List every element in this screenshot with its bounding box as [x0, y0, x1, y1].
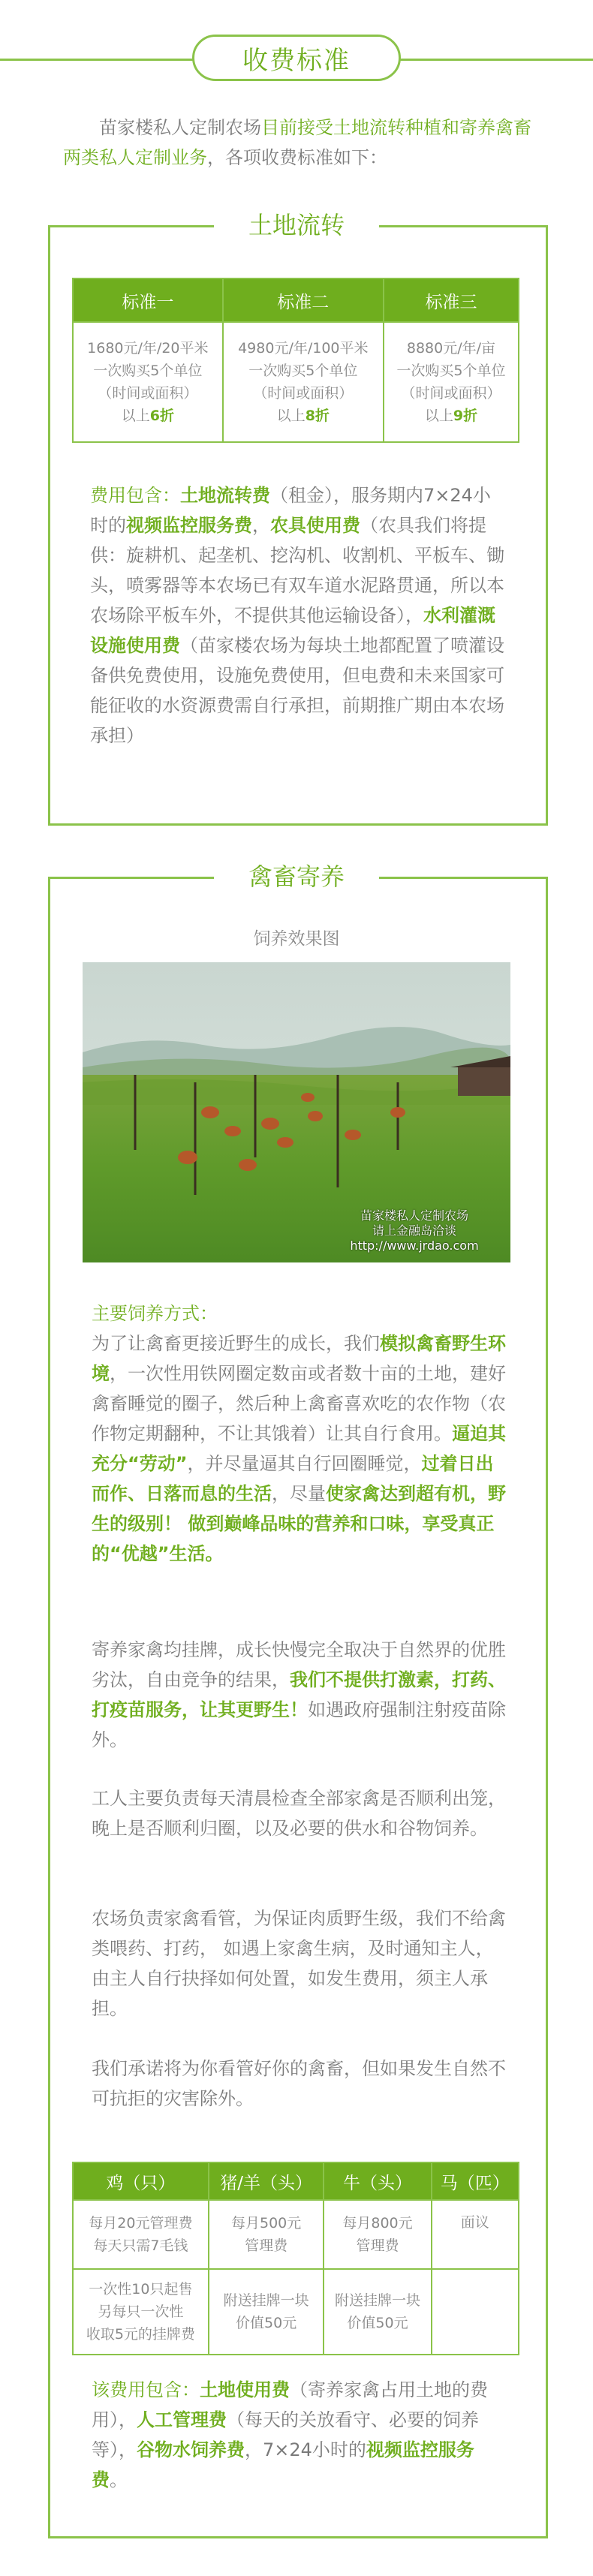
land-fee-irrigation: 水利灌溉设施使用费: [90, 605, 495, 656]
promise-paragraph: [92, 2054, 509, 2114]
livestock-fees-paragraph: [92, 2375, 509, 2495]
method-text-3: ，并尽量逼其自行回圈睡觉，: [187, 1453, 422, 1474]
cattle-tag-cell: [324, 2269, 431, 2355]
horse-fee-line-1: 面议: [460, 2214, 489, 2231]
watermark-line-3: http://www.jrdao.com: [350, 1238, 479, 1253]
land-header-3: 标准三: [384, 278, 519, 322]
land-header-2: 标准二: [223, 278, 384, 322]
workers-text: 工人主要负责每天清晨检查全部家禽是否顺利出笼，晚上是否顺利归圈，以及必要的供水和谷物饲养。: [92, 1788, 506, 1839]
intro-text-2: ，各项收费标准如下：: [207, 147, 387, 168]
watermark-line-1: 苗家楼私人定制农场: [360, 1208, 468, 1223]
pig-sheep-fee-line-2: 管理费: [245, 2237, 288, 2254]
land-cell-3-line3: （时间或面积）: [401, 385, 501, 402]
land-cell-3-line2: 一次购买5个单位: [396, 363, 506, 379]
pig-sheep-tag-line-1: 附送挂牌一块: [223, 2292, 309, 2309]
livestock-fee-feed: 谷物水饲养费: [137, 2439, 245, 2460]
method-text-4: ，尽量: [272, 1483, 326, 1504]
land-fees-label: 费用包含：: [90, 485, 180, 506]
land-fees-paragraph: [90, 480, 507, 751]
land-cell-2-line3: （时间或面积）: [253, 385, 354, 402]
livestock-fee-video: 视频监控服务费: [92, 2439, 474, 2490]
land-fees-comma: ，: [252, 515, 270, 536]
livestock-header-chicken: 鸡（只）: [73, 2162, 209, 2200]
chicken-fee-line-2: 每天只需7毛钱: [93, 2237, 188, 2254]
livestock-fees-label: 该费用包含：: [92, 2379, 200, 2400]
cattle-fee-line-1: 每月800元: [342, 2215, 413, 2231]
livestock-fees-text-2: （每天的关放看守、必要的饲养等），: [92, 2409, 479, 2460]
care-paragraph: [92, 1903, 509, 2024]
land-cell-2-above: 以上: [276, 408, 306, 424]
tagging-text-2: 如遇政府强制注射疫苗除外。: [92, 1699, 506, 1750]
livestock-header-pig-sheep: 猪/羊（头）: [209, 2162, 324, 2200]
workers-paragraph: [92, 1783, 509, 1843]
livestock-section-title: [214, 854, 379, 899]
land-fee-rent: 土地流转费: [180, 485, 270, 506]
tagging-highlight: 我们不提供打激素，打药、打疫苗服务，让其更野生！: [92, 1669, 506, 1720]
land-section-title: [214, 203, 379, 248]
intro-highlight: 目前接受土地流转种植和寄养禽畜两类私人定制业务: [63, 117, 531, 168]
horse-tag-cell: [432, 2269, 519, 2355]
photo-watermark: [332, 1208, 497, 1253]
land-price-3: 8880元/年/亩: [406, 340, 496, 357]
land-fee-video: 视频监控服务费: [126, 515, 252, 536]
land-discount-2: 8折: [305, 408, 330, 424]
method-text-1: 为了让禽畜更接近野生的成长，我们: [92, 1333, 380, 1354]
farm-photo: [83, 962, 510, 1262]
tagging-paragraph: [92, 1635, 509, 1755]
header-line-right: [399, 59, 593, 61]
land-fees-text-1: （租金），服务期内7×24小时的: [90, 485, 491, 536]
cattle-tag-line-2: 价值50元: [347, 2315, 408, 2331]
land-cell-1-above: 以上: [121, 408, 150, 424]
method-highlight-1: 模拟禽畜野生环境: [92, 1333, 506, 1384]
land-fees-text-3: （苗家楼农场为每块土地都配置了喷灌设备供免费使用，设施免费使用，但电费和未来国家可能征收的水资源费需自行承担，前期推广期由本农场承担）: [90, 635, 504, 746]
livestock-price-table: [72, 2162, 519, 2355]
chicken-tag-line-1: 一次性10只起售: [89, 2281, 193, 2298]
feeding-method-title: 主要饲养方式：: [92, 1303, 218, 1324]
land-price-1: 1680元/年/20平米: [87, 340, 209, 357]
pig-sheep-tag-cell: [209, 2269, 324, 2355]
land-discount-3: 9折: [453, 408, 478, 424]
land-price-2: 4980元/年/100平米: [238, 340, 369, 357]
watermark-line-2: 请上金融岛洽谈: [372, 1223, 456, 1238]
chicken-fee-line-1: 每月20元管理费: [89, 2215, 193, 2231]
page-title: [192, 35, 401, 81]
livestock-fees-period: 。: [110, 2469, 128, 2490]
livestock-header-horse: 马（匹）: [432, 2162, 519, 2200]
method-highlight-2: 逼迫其充分“劳动”: [92, 1423, 506, 1474]
promise-text: 我们承诺将为你看管好你的禽畜，但如果发生自然不可抗拒的灾害除外。: [92, 2058, 506, 2109]
method-text-2: ，一次性用铁网圈定数亩或者数十亩的土地，建好禽畜睡觉的圈子，然后种上禽畜喜欢吃的农作物（农作物定期翻种，不让其饿着）让其自行食用。: [92, 1363, 506, 1444]
livestock-fees-text-1: （寄养家禽占用土地的费用），: [92, 2379, 488, 2430]
feeding-method-paragraph: [92, 1299, 509, 1569]
pig-sheep-fee-line-1: 每月500元: [230, 2215, 302, 2231]
land-cell-2: [223, 322, 384, 442]
photo-caption: 饲养效果图: [253, 929, 340, 949]
livestock-fees-text-3: ，7×24小时的: [245, 2439, 366, 2460]
cattle-tag-line-1: 附送挂牌一块: [335, 2292, 421, 2309]
land-cell-3-above: 以上: [424, 408, 453, 424]
header-line-left: [0, 59, 194, 61]
horse-fee-cell: [432, 2200, 519, 2269]
tagging-text-1: 寄养家禽均挂牌，成长快慢完全取决于自然界的优胜劣汰，自由竞争的结果，: [92, 1639, 506, 1690]
pig-sheep-tag-line-2: 价值50元: [236, 2315, 297, 2331]
livestock-fee-land: 土地使用费: [200, 2379, 290, 2400]
chicken-tag-cell: [73, 2269, 209, 2355]
land-fees-text-2: （农具我们将提供：旋耕机、起垄机、挖沟机、收割机、平板车、锄头，喷雾器等本农场已有双车道水泥路贯通，所以本农场除平板车外，不提供其他运输设备），: [90, 515, 504, 626]
land-cell-2-line2: 一次购买5个单位: [248, 363, 358, 379]
intro-text-1: 苗家楼私人定制农场: [99, 117, 261, 138]
land-cell-1-line2: 一次购买5个单位: [93, 363, 203, 379]
cattle-fee-line-2: 管理费: [356, 2237, 399, 2254]
chicken-tag-line-3: 收取5元的挂牌费: [86, 2326, 195, 2343]
land-price-table: [72, 278, 519, 443]
land-title-text: 土地流转: [248, 211, 345, 239]
pig-sheep-fee-cell: [209, 2200, 324, 2269]
land-discount-1: 6折: [149, 408, 174, 424]
care-text: 农场负责家禽看管，为保证肉质野生级，我们不给禽类喂药、打药， 如遇上家禽生病，及时通知主人，由主人自行抉择如何处置，如发生费用，须主人承担。: [92, 1908, 506, 2019]
livestock-title-text: 禽畜寄养: [248, 862, 345, 891]
land-fee-tools: 农具使用费: [270, 515, 360, 536]
chicken-tag-line-2: 另每只一次性: [98, 2304, 184, 2320]
method-highlight-3: 过着日出而作、日落而息的生活: [92, 1453, 494, 1504]
land-cell-1-line3: （时间或面积）: [98, 385, 198, 402]
land-cell-1: [73, 322, 223, 442]
land-cell-3: [384, 322, 519, 442]
chicken-fee-cell: [73, 2200, 209, 2269]
method-highlight-4: 使家禽达到超有机，野生的级别！ 做到巅峰品味的营养和口味，享受真正的“优越”生活。: [92, 1483, 506, 1564]
intro-paragraph: [63, 113, 534, 173]
livestock-header-cattle: 牛（头）: [324, 2162, 431, 2200]
land-header-1: 标准一: [73, 278, 223, 322]
livestock-fee-labor: 人工管理费: [137, 2409, 227, 2430]
page-title-text: 收费标准: [242, 45, 351, 76]
cattle-fee-cell: [324, 2200, 431, 2269]
